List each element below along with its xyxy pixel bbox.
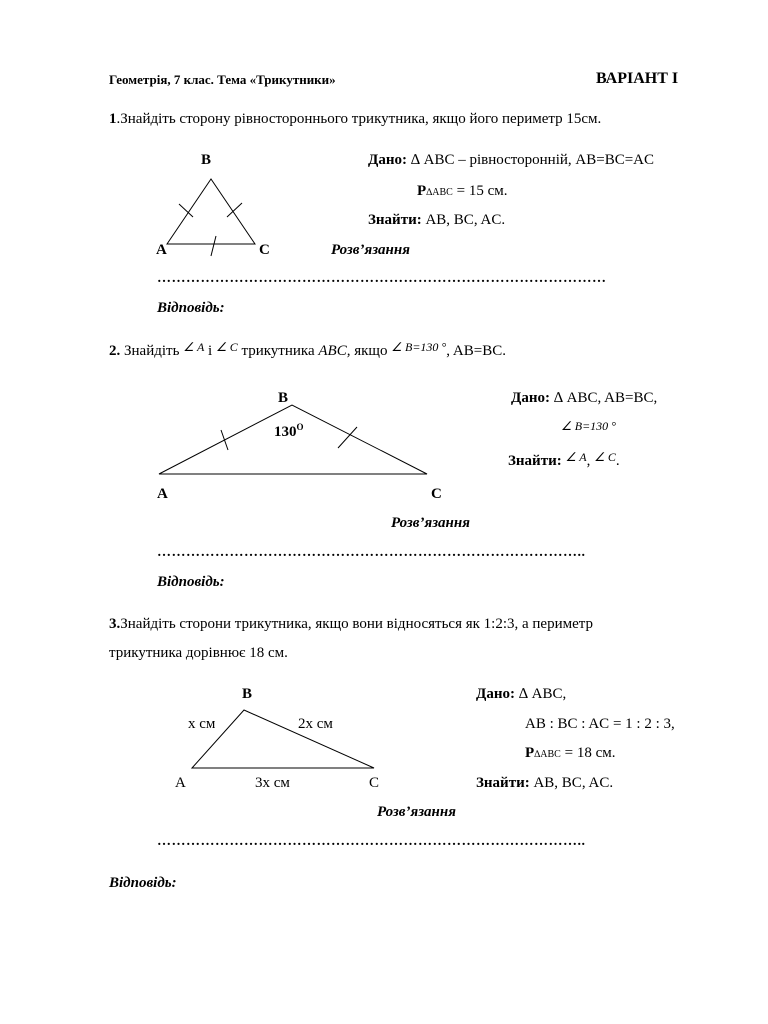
task3-side-ab: x см bbox=[188, 716, 216, 732]
task3-perimeter-symbol: P bbox=[525, 745, 535, 761]
task3-find-label: Знайти: bbox=[476, 775, 530, 791]
task2-find-label: Знайти: bbox=[508, 453, 562, 469]
task1-find-label: Знайти: bbox=[368, 212, 422, 228]
task2-find bbox=[508, 450, 620, 469]
task3-side-bc: 2x см bbox=[298, 716, 333, 732]
task3-vertex-b: B bbox=[242, 686, 253, 702]
task2-given-angle: ∠ B=130 ° bbox=[561, 419, 616, 433]
task2-solution-label: Розв’язання bbox=[391, 515, 470, 531]
task1-vertex-a: A bbox=[156, 242, 167, 258]
task3-find-text: AB, BC, AC. bbox=[533, 775, 614, 791]
task2-angle-c: ∠ C bbox=[215, 340, 238, 354]
task3-solution-dots: …………………………………………………………………………….. bbox=[157, 834, 586, 849]
task3-statement-line1 bbox=[109, 617, 593, 632]
task1-triangle bbox=[167, 179, 255, 244]
task3-perimeter-value: = 18 см. bbox=[560, 745, 616, 761]
task2-vertex-a: A bbox=[157, 486, 168, 502]
task1-given-label: Дано: bbox=[368, 152, 407, 168]
task2-if: якщо bbox=[354, 343, 388, 359]
task1-tick-ac bbox=[211, 236, 216, 256]
task2-statement bbox=[109, 340, 506, 359]
task1-vertex-c: C bbox=[259, 242, 270, 258]
task2-angle-a: ∠ A bbox=[183, 340, 205, 354]
task1-solution-dots: ………………………………………………………………………………… bbox=[157, 271, 607, 286]
task2-given bbox=[511, 391, 657, 406]
task2-find-angle-a: ∠ A bbox=[565, 450, 587, 464]
task3-find bbox=[476, 776, 613, 791]
task1-perimeter-value: = 15 см. bbox=[452, 183, 508, 199]
task3-text-line1: Знайдіть сторони трикутника, якщо вони відносяться як 1:2:3, а периметр bbox=[120, 616, 594, 632]
task3-answer-label: Відповідь: bbox=[109, 875, 177, 891]
task3-ratio: AB : BC : AC = 1 : 2 : 3, bbox=[525, 716, 675, 732]
task1-number: 1 bbox=[109, 111, 117, 127]
task3-triangle bbox=[192, 710, 374, 768]
task3-given-label: Дано: bbox=[476, 686, 515, 702]
task2-angle-value: 130 bbox=[274, 424, 297, 440]
task3-statement-line2: трикутника дорівнює 18 см. bbox=[109, 645, 288, 661]
task3-vertex-c: C bbox=[369, 775, 380, 791]
task2-conj: і bbox=[208, 343, 213, 359]
task2-given-text: ∆ ABC, AB=BC, bbox=[553, 390, 658, 406]
task2-number: 2. bbox=[109, 343, 121, 359]
task3-triangle-figure bbox=[180, 700, 390, 780]
task2-abc: ABC, bbox=[318, 343, 351, 359]
task2-mid: трикутника bbox=[241, 343, 315, 359]
task1-given-text: ∆ ABC – рівносторонній, AB=BC=AC bbox=[410, 152, 655, 168]
task2-degree: O bbox=[296, 422, 304, 432]
task2-find-end: . bbox=[615, 453, 620, 469]
task2-angle-b: ∠ B=130 ° bbox=[391, 340, 447, 354]
task2-tail: , AB=BC. bbox=[446, 343, 506, 359]
task2-vertex-b: B bbox=[278, 390, 289, 406]
task2-answer-label: Відповідь: bbox=[157, 574, 225, 590]
task3-solution-label: Розв’язання bbox=[377, 804, 456, 820]
task2-triangle-figure bbox=[150, 400, 440, 480]
task2-solution-dots: …………………………………………………………………………….. bbox=[157, 545, 586, 560]
task2-find-sep: , bbox=[586, 453, 591, 469]
task2-angle-label bbox=[274, 423, 304, 440]
task1-vertex-b: B bbox=[201, 152, 212, 168]
task1-statement bbox=[109, 112, 601, 127]
task3-perimeter bbox=[525, 746, 615, 761]
task3-given bbox=[476, 687, 566, 702]
task3-number: 3. bbox=[109, 616, 121, 632]
variant-title: ВАРІАНТ І bbox=[596, 70, 679, 87]
task2-tick-ab bbox=[221, 430, 228, 450]
task1-perimeter bbox=[417, 184, 507, 199]
task1-text: .Знайдіть сторону рівностороннього трикутника, якщо його периметр 15см. bbox=[116, 111, 602, 127]
task1-given bbox=[368, 153, 654, 168]
task1-answer-label: Відповідь: bbox=[157, 300, 225, 316]
task2-given-label: Дано: bbox=[511, 390, 550, 406]
task1-find-text: AB, BC, AC. bbox=[425, 212, 506, 228]
task1-triangle-figure bbox=[150, 170, 270, 250]
task2-intro: Знайдіть bbox=[124, 343, 180, 359]
worksheet-subject: Геометрія, 7 клас. Тема «Трикутники» bbox=[109, 72, 336, 87]
task3-side-ac: 3x см bbox=[255, 775, 290, 791]
task3-given-text: ∆ ABC, bbox=[518, 686, 567, 702]
task3-perimeter-subscript: ∆ABC bbox=[534, 749, 561, 760]
task1-solution-label: Розв’язання bbox=[331, 242, 410, 258]
task2-find-angle-c: ∠ C bbox=[594, 450, 616, 464]
task2-vertex-c: C bbox=[431, 486, 442, 502]
task1-find bbox=[368, 213, 505, 228]
task1-perimeter-symbol: P bbox=[417, 183, 427, 199]
task3-vertex-a: A bbox=[175, 775, 186, 791]
task1-perimeter-subscript: ∆ABC bbox=[426, 187, 453, 198]
